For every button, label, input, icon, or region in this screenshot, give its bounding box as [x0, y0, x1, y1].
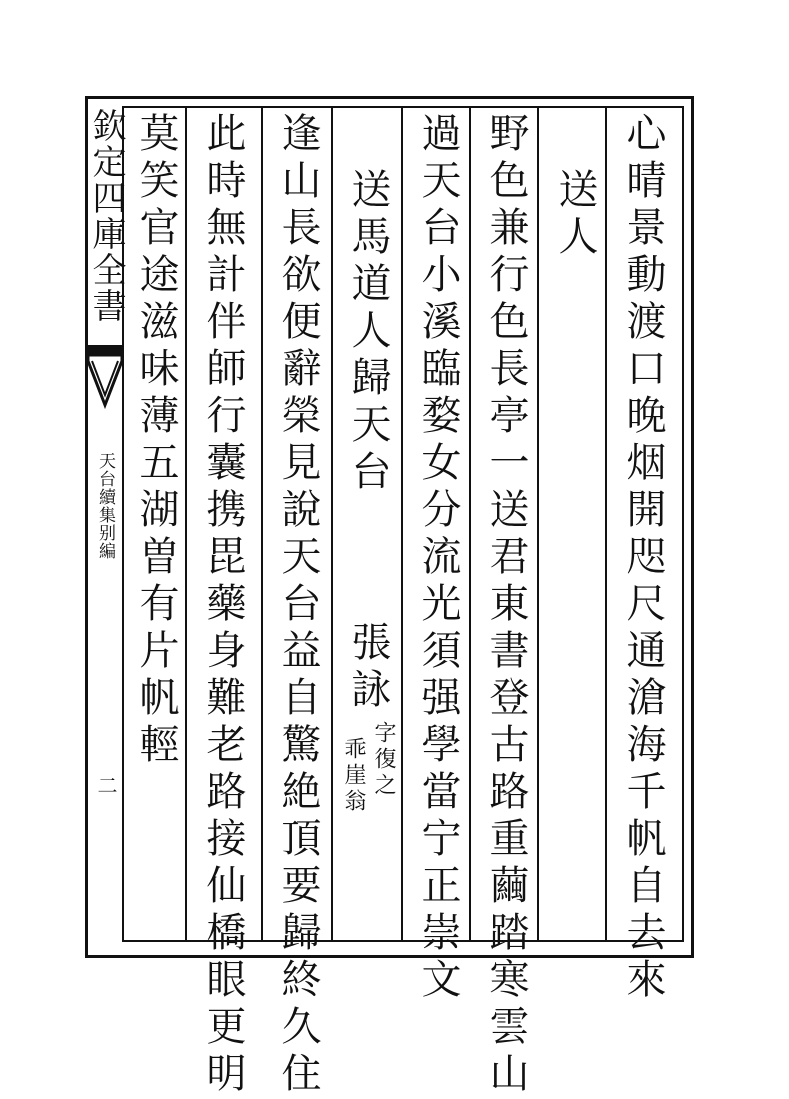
author-note [340, 721, 396, 815]
poem-line: 心晴景動渡口晚烟開咫尺通滄海千帆自去來 [620, 112, 666, 1005]
margin-collection-title: 欽定四庫全書 [86, 108, 126, 324]
poem-line: 莫笑官途滋味薄五湖曽有片帆輕 [133, 112, 179, 770]
poem-line: 過天台小溪臨婺女分流光須强學當宁正崇文 [415, 112, 461, 1005]
text-column-8 [126, 112, 186, 770]
column-rule [469, 106, 471, 942]
text-column-7 [193, 112, 253, 1099]
text-column-2 [545, 112, 605, 262]
author-note-right: 字復之 [371, 721, 396, 799]
margin-book-title: 天台續集别編 [95, 452, 115, 560]
text-column-3 [476, 112, 536, 1099]
column-rule [605, 106, 607, 942]
poem-line: 此時無計伴師行囊携毘藥身難老路接仙橋眼更明 [200, 112, 246, 1099]
column-rule [331, 106, 333, 942]
poem-line: 逢山長欲便辭榮見說天台益自驚絶頂要歸終久住 [275, 112, 321, 1099]
author-name: 張詠 [345, 621, 391, 715]
poem-title: 送馬道人歸天台 [345, 168, 391, 497]
column-rule [537, 106, 539, 942]
column-rule [261, 106, 263, 942]
fishtail-ornament-icon [88, 345, 122, 415]
column-rule [401, 106, 403, 942]
author-note-left: 乖崖翁 [341, 737, 366, 815]
poem-line: 野色兼行色長亭一送君東書登古路重繭踏寒雲山 [483, 112, 529, 1099]
margin-page-number: 二 [94, 775, 118, 795]
poem-title: 送人 [552, 168, 598, 262]
text-column-4 [408, 112, 468, 1005]
text-column-6 [268, 112, 328, 1099]
text-column-1 [613, 112, 673, 1005]
text-column-5 [338, 112, 398, 815]
